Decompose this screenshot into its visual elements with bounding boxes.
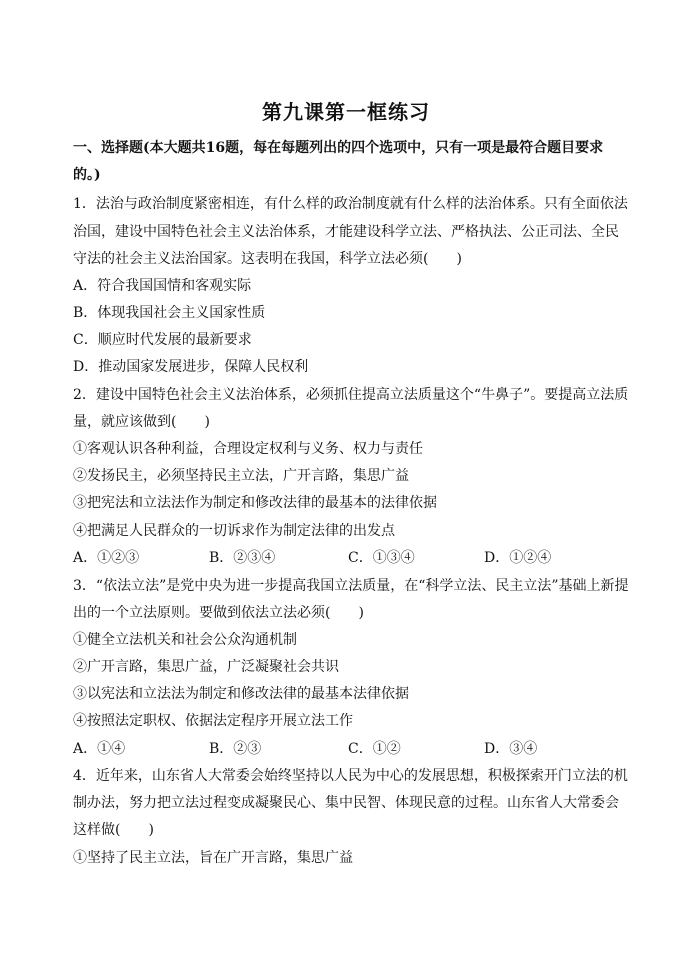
q1-stem-line: 守法的社会主义法治国家。这表明在我国，科学立法必须( ): [73, 251, 462, 267]
q2-stem-line: 量，就应该做到( ): [73, 414, 210, 430]
q4-stem-line: 制办法，努力把立法过程变成凝聚民心、集中民智、体现民意的过程。山东省人大常委会: [73, 795, 619, 811]
q3-stem-line: 3．“依法立法”是党中央为进一步提高我国立法质量，在“科学立法、民主立法”基础上新提: [73, 578, 629, 594]
q2-item: ④把满足人民群众的一切诉求作为制定法律的出发点: [73, 523, 395, 539]
page-title: 第九课第一框练习: [262, 100, 430, 124]
q1-option-d: D．推动国家发展进步，保障人民权利: [73, 359, 309, 375]
q3-item: ④按照法定职权、依据法定程序开展立法工作: [73, 713, 353, 729]
q2-item: ②发扬民主，必须坚持民主立法，广开言路，集思广益: [73, 468, 409, 484]
q4-stem-line: 这样做( ): [73, 822, 154, 838]
q4-item: ①坚持了民主立法，旨在广开言路，集思广益: [73, 850, 353, 866]
q3-options: [73, 739, 633, 759]
section-heading-cont: 的。): [73, 167, 101, 183]
q1-stem-line: 治国，建设中国特色社会主义法治体系，才能建设科学立法、严格执法、公正司法、全民: [73, 224, 619, 240]
q1-stem-line: 1．法治与政治制度紧密相连，有什么样的政治制度就有什么样的法治体系。只有全面依法: [73, 196, 628, 212]
q2-item: ③把宪法和立法法作为制定和修改法律的最基本的法律依据: [73, 495, 437, 511]
q3-option-a: A．①④: [73, 741, 126, 757]
q3-item: ③以宪法和立法法为制定和修改法律的最基本法律依据: [73, 686, 409, 702]
q2-option-d: D．①②④: [484, 550, 552, 566]
q4-stem-line: 4．近年来，山东省人大常委会始终坚持以人民为中心的发展思想，积极探索开门立法的机: [73, 768, 628, 784]
q3-item: ②广开言路，集思广益，广泛凝聚社会共识: [73, 659, 339, 675]
section-heading: 一、选择题(本大题共16题，每在每题列出的四个选项中，只有一项是最符合题目要求: [73, 140, 604, 156]
q3-stem-line: 出的一个立法原则。要做到依法立法必须( ): [73, 605, 364, 621]
q2-option-a: A．①②③: [73, 550, 140, 566]
q3-option-c: C．①②: [348, 741, 401, 757]
q2-stem-line: 2．建设中国特色社会主义法治体系，必须抓住提高立法质量这个“牛鼻子”。要提高立法质: [73, 387, 629, 403]
q3-option-b: B．②③: [209, 741, 262, 757]
q2-option-c: C．①③④: [348, 550, 415, 566]
q3-option-d: D．③④: [484, 741, 538, 757]
q1-option-a: A．符合我国国情和客观实际: [73, 278, 252, 294]
q2-option-b: B．②③④: [209, 550, 276, 566]
q2-item: ①客观认识各种利益，合理设定权利与义务、权力与责任: [73, 441, 423, 457]
q1-option-c: C．顺应时代发展的最新要求: [73, 332, 252, 348]
q1-option-b: B．体现我国社会主义国家性质: [73, 305, 266, 321]
q3-item: ①健全立法机关和社会公众沟通机制: [73, 632, 297, 648]
q2-options: [73, 548, 633, 568]
